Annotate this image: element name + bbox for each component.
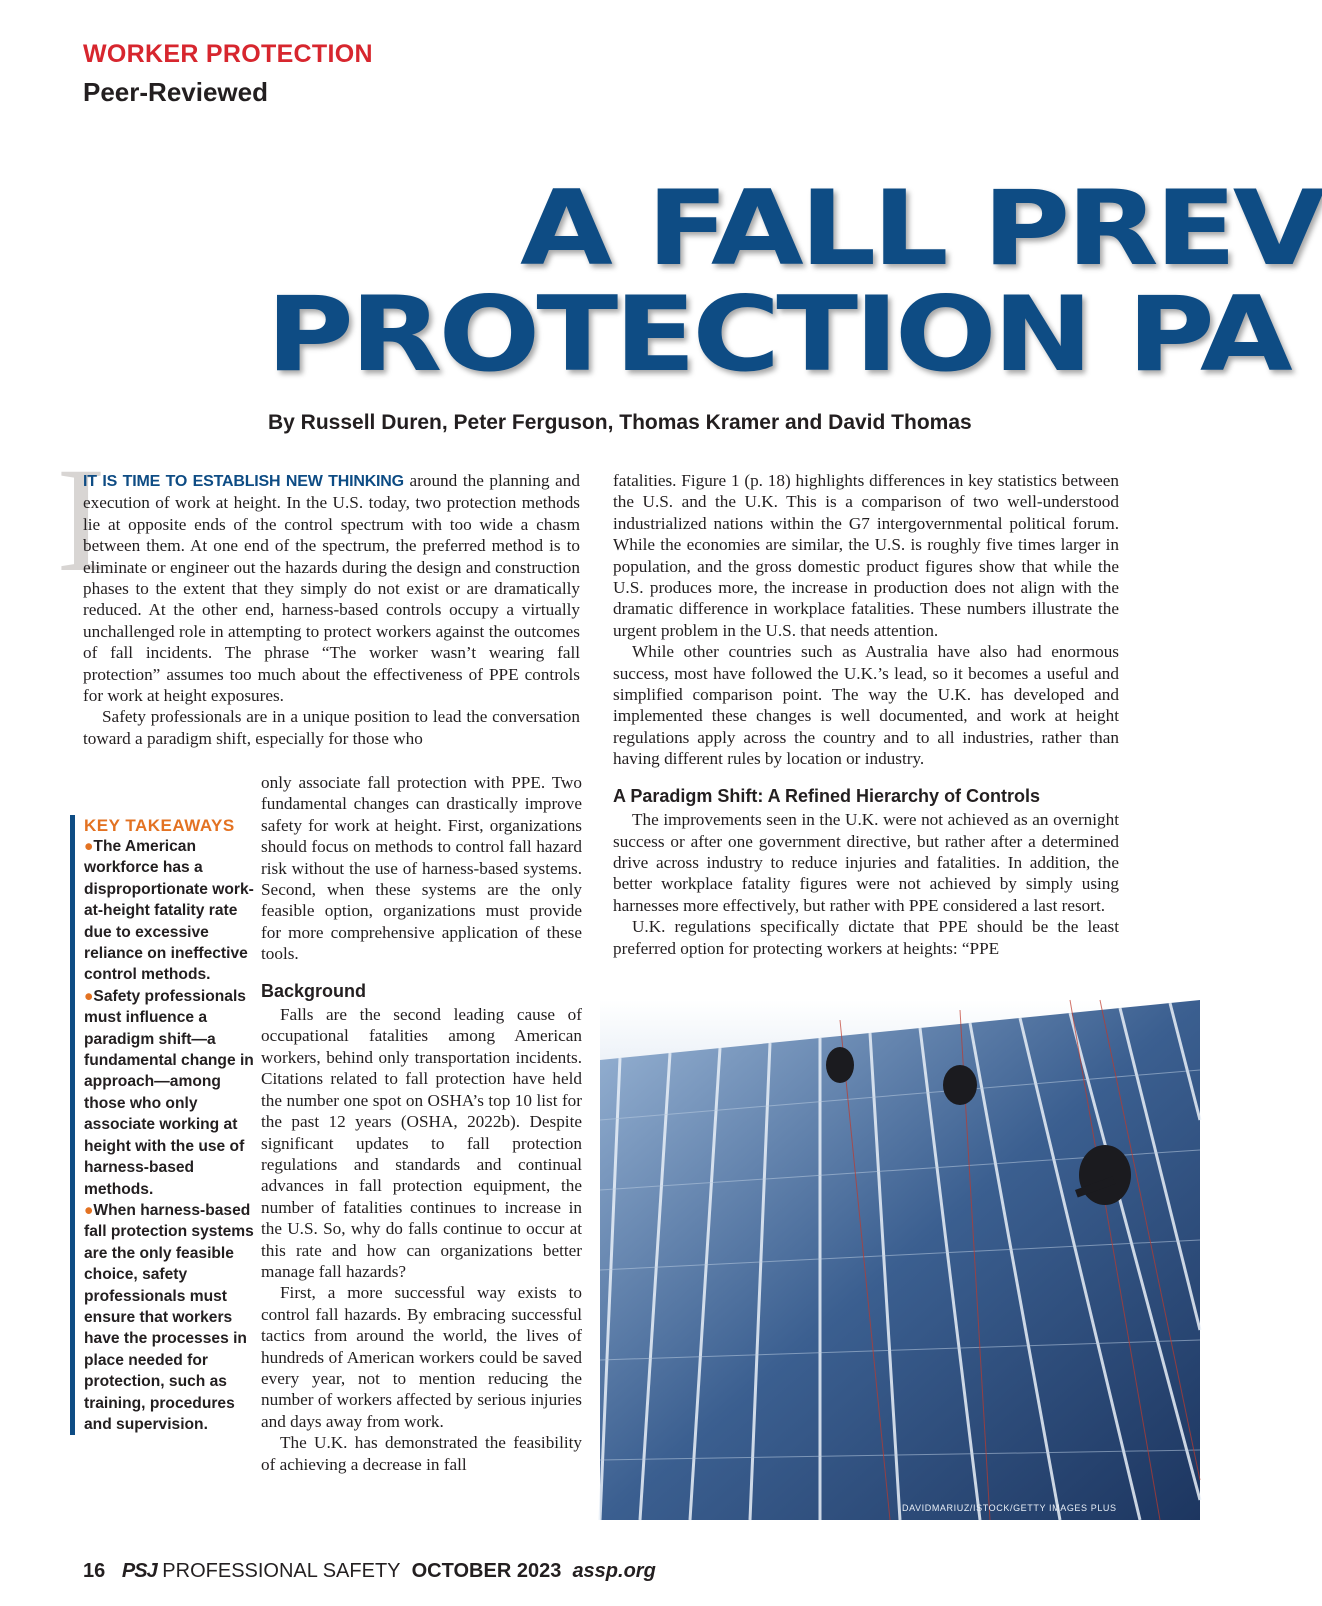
middle-column	[261, 772, 582, 1475]
body-paragraph: Falls are the second leading cause of occupational fatalities among American workers, behind only transportation incidents. Citations related to fall protection have held the number one spot on OSHA’s top 10 list for the past 12 years (OSHA, 2022b). Despite significant updates to fall protection regulations and standards and continual advances in fall protection equipment, the number of fatalities continues to increase in the U.S. So, why do falls continue to occur at this rate and how can organizations better manage fall hazards?	[261, 1005, 582, 1281]
bullet-icon: ●	[84, 1201, 94, 1219]
takeaway-item: ●When harness-based fall protection systems are the only feasible choice, safety professionals must ensure that workers have the processes in place needed for protection, such as training, procedures and supervision.	[84, 1201, 254, 1433]
page-footer	[83, 1560, 656, 1583]
key-takeaways-box	[70, 815, 254, 1435]
intro-paragraph-1	[83, 470, 580, 706]
magazine-name: PROFESSIONAL SAFETY	[162, 1560, 401, 1582]
window-cleaners-photo	[600, 1000, 1200, 1520]
section-subtitle: Peer-Reviewed	[83, 77, 268, 107]
intro-paragraph-2-cont: only associate fall protection with PPE. Two fundamental changes can drastically improve safety for work at height. First, organizations should focus on methods to control fall hazard risk without the use of harness-based systems. Second, when these systems are the only feasible option, organizations must provide for more comprehensive application of these tools.	[261, 773, 582, 964]
intro-paragraph-2: Safety professionals are in a unique position to lead the conversation toward a paradigm shift, especially for those who	[83, 707, 580, 748]
psj-logo: PSJ	[121, 1560, 157, 1582]
body-paragraph: While other countries such as Australia have also had enormous success, most have followed the U.K.’s lead, so it becomes a useful and simplified comparison point. The way the U.K. has developed and implemented these changes is well documented, and work at height regulations apply across the country and to all industries, rather than having different rules by location or industry.	[613, 642, 1119, 769]
issue-date: OCTOBER 2023	[411, 1560, 562, 1582]
intro-text: around the planning and execution of work at height. In the U.S. today, two protection methods lie at opposite ends of the control spectrum with too wide a chasm between them. At one end of the spectrum, the preferred method is to eliminate or engineer out the hazards during the design and construction phases to the extent that they simply do not exist or are dramatically reduced. At the other end, harness-based controls occupy a virtually unchallenged role in attempting to protect workers against the outcomes of fall incidents. The phrase “The worker wasn’t wearing fall protection” assumes too much about the effectiveness of PPE controls for work at height exposures.	[83, 471, 580, 706]
bullet-icon: ●	[84, 838, 94, 855]
paradigm-shift-heading: A Paradigm Shift: A Refined Hierarchy of Controls	[613, 785, 1041, 806]
body-paragraph: U.K. regulations specifically dictate that PPE should be the least preferred option for protecting workers at heights: “PPE	[613, 917, 1119, 958]
body-paragraph: fatalities. Figure 1 (p. 18) highlights differences in key statistics between the U.S. and the U.K. This is a comparison of two well-understood industrialized nations within the G7 intergovernmental political forum. While the economies are similar, the U.S. is roughly five times larger in population, and the gross domestic product figures show that while the U.S. produces more, the increase in production does not align with the dramatic difference in workplace fatalities. These numbers illustrate the urgent problem in the U.S. that needs attention.	[613, 471, 1119, 640]
background-heading: Background	[261, 980, 367, 1001]
takeaway-item: ●Safety professionals must influence a paradigm shift—a fundamental change in approach—among those who only associate working at height with the use of harness-based methods.	[84, 987, 254, 1198]
section-tag: WORKER PROTECTION	[83, 40, 373, 68]
photo-credit: DAVIDMARIUZ/ISTOCK/GETTY IMAGES PLUS	[902, 1503, 1117, 1513]
website-link[interactable]: assp.org	[572, 1560, 656, 1582]
body-paragraph: First, a more successful way exists to control fall hazards. By embracing successful tactics from around the world, the lives of hundreds of American workers could be saved every year, not to mention reducing the number of workers affected by serious injuries and days away from work.	[261, 1283, 582, 1431]
takeaway-item: ●The American workforce has a disproportionate work-at-height fatality rate due to excessive reliance on ineffective control methods.	[84, 838, 254, 984]
byline: By Russell Duren, Peter Ferguson, Thomas Kramer and David Thomas	[268, 411, 972, 434]
lead-in: IT IS TIME TO ESTABLISH NEW THINKING	[83, 473, 404, 490]
page-number: 16	[83, 1560, 106, 1582]
bullet-icon: ●	[84, 987, 94, 1005]
intro-column	[83, 470, 580, 749]
key-takeaways-title: KEY TAKEAWAYS	[84, 816, 235, 835]
drop-cap: I	[56, 437, 106, 603]
right-column	[613, 470, 1119, 959]
body-paragraph: The U.K. has demonstrated the feasibility of achieving a decrease in fall	[261, 1433, 582, 1474]
article-title-line-2: PROTECTION PA	[266, 275, 1289, 395]
body-paragraph: The improvements seen in the U.K. were not achieved as an overnight success or after one government directive, but rather after a determined drive across industry to reduce injuries and fatalities. In addition, the better workplace fatality figures were not achieved by simply using harnesses more effectively, but rather with PPE considered a last resort.	[613, 810, 1119, 915]
article-title-line-1: A FALL PREV	[520, 169, 1322, 289]
